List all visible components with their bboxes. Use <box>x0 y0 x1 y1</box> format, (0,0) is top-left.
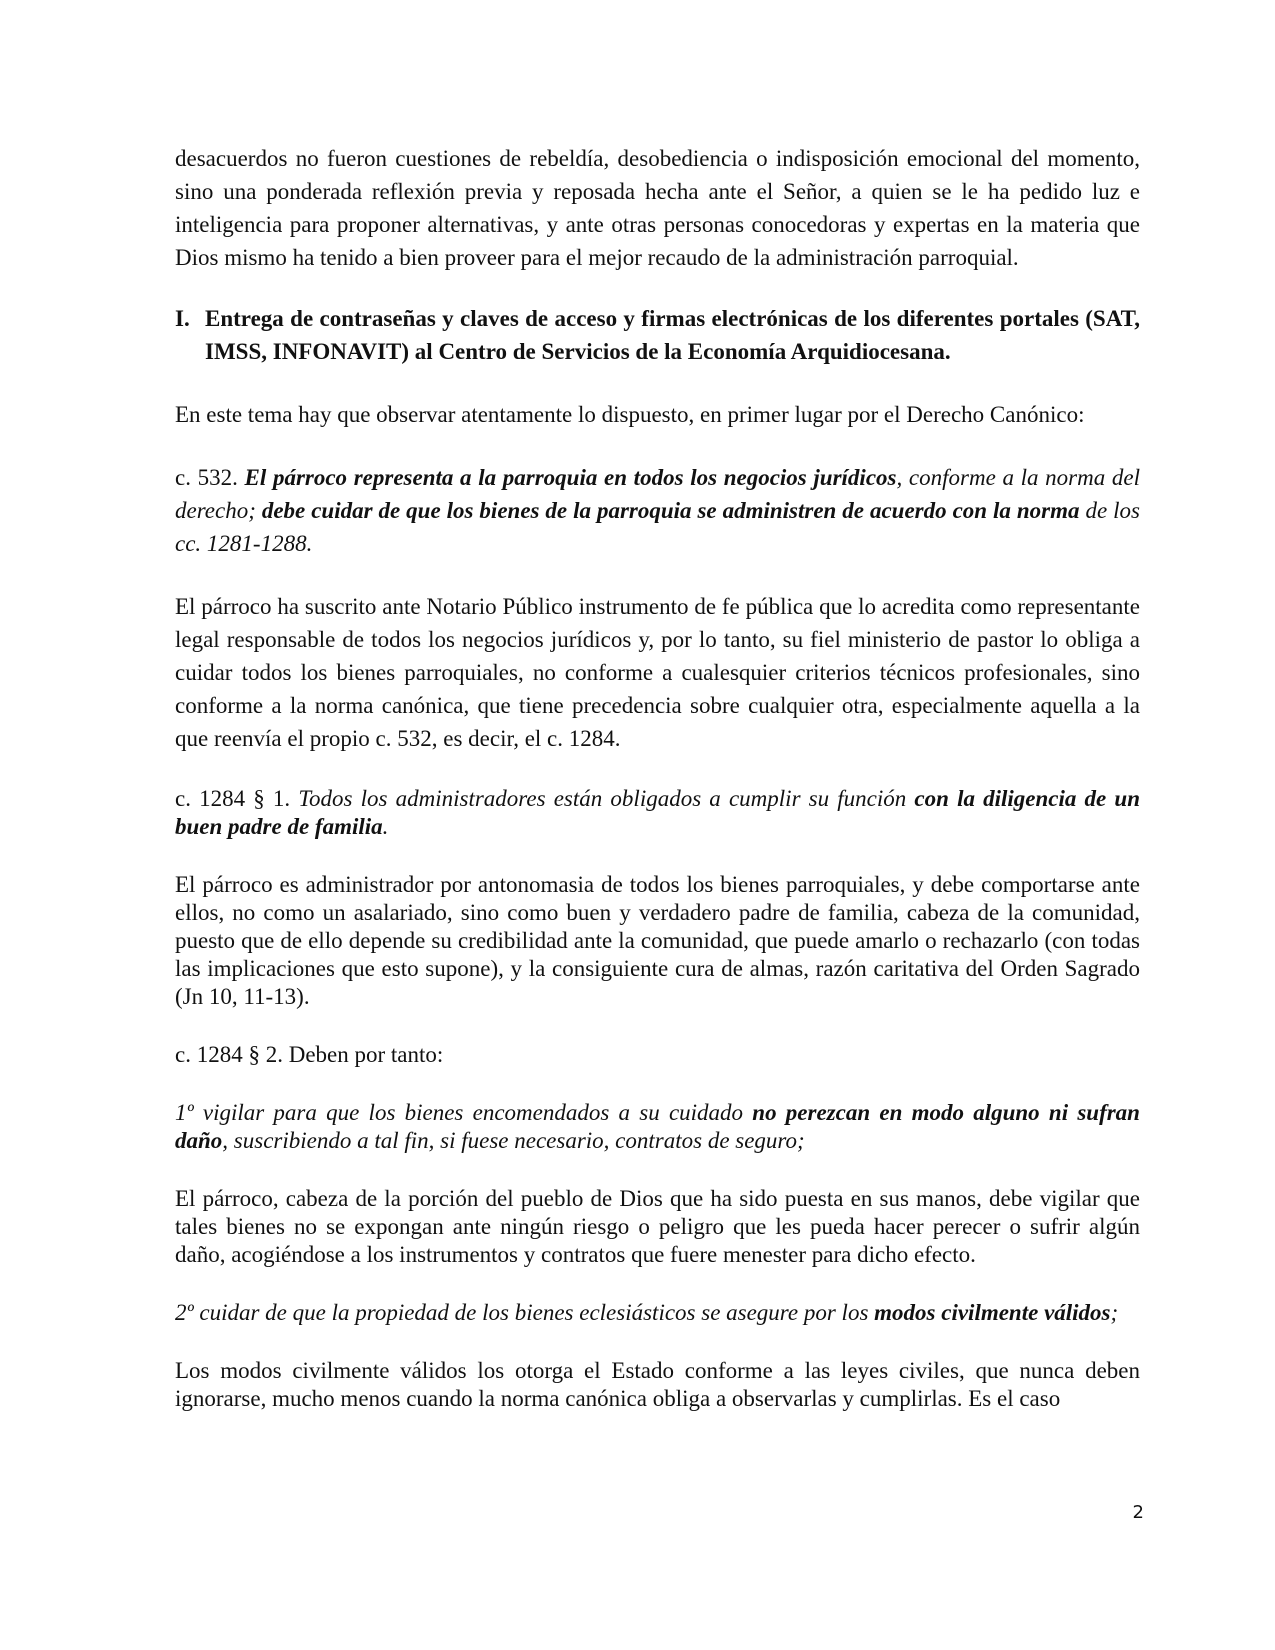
canon-532-italic-1: , conforme a la norma del derecho; <box>175 465 1140 523</box>
item-1-italic-2: , suscribiendo a tal fin, si fuese necesario, contratos de seguro; <box>222 1128 805 1153</box>
canon-1284-2: c. 1284 § 2. Deben por tanto: <box>175 1042 444 1067</box>
canon-1284-1-bold: con la diligencia de un buen padre de familia <box>175 786 1140 839</box>
document-body <box>175 142 1140 1413</box>
canon-532-bold-1: El párroco representa a la parroquia en todos los negocios jurídicos <box>244 465 897 490</box>
section-intro: En este tema hay que observar atentamente lo dispuesto, en primer lugar por el Derecho Canónico: <box>175 402 1085 427</box>
item-2-italic-1: 2º cuidar de que la propiedad de los bienes eclesiásticos se asegure por los <box>175 1300 875 1325</box>
item-1 <box>175 1099 1140 1155</box>
canon-532-ref: c. 532. <box>175 465 245 490</box>
intro-paragraph: desacuerdos no fueron cuestiones de rebeldía, desobediencia o indisposición emocional del momento, sino una ponderada reflexión previa y reposada hecha ante el Señor, a quien se le ha pedido luz e inteligencia para proponer alternativas, y ante otras personas conocedoras y expertas en la materia que Dios mismo ha tenido a bien proveer para el mejor recaudo de la administración parroquial. <box>175 146 1140 270</box>
canon-532-italic-2: de los cc. 1281-1288. <box>175 498 1140 556</box>
commentary-item-2: Los modos civilmente válidos los otorga el Estado conforme a las leyes civiles, que nunca deben ignorarse, mucho menos cuando la norma canónica obliga a observarlas y cumplirlas. Es el caso <box>175 1358 1140 1411</box>
commentary-1284-1: El párroco es administrador por antonomasia de todos los bienes parroquiales, y debe comportarse ante ellos, no como un asalariado, sino como buen y verdadero padre de familia, cabeza de la comunidad, puesto que de ello depende su credibilidad ante la comunidad, que puede amarlo o rechazarlo (con todas las implicaciones que esto supone), y la consiguiente cura de almas, razón caritativa del Orden Sagrado (Jn 10, 11-13). <box>175 872 1140 1009</box>
item-2-italic-2: ; <box>1110 1300 1119 1325</box>
item-1-bold: no perezcan en modo alguno ni sufran daño <box>175 1100 1140 1153</box>
canon-532 <box>175 461 1140 560</box>
canon-1284-1 <box>175 785 1140 841</box>
item-2 <box>175 1299 1140 1327</box>
canon-1284-1-ref: c. 1284 § 1. <box>175 786 299 811</box>
item-1-italic-1: 1º vigilar para que los bienes encomendados a su cuidado <box>175 1100 753 1125</box>
canon-1284-1-italic: Todos los administradores están obligados a cumplir su función <box>298 786 915 811</box>
section-heading-text: Entrega de contraseñas y claves de acceso y firmas electrónicas de los diferentes portales (SAT, IMSS, INFONAVIT) al Centro de Servicios de la Economía Arquidiocesana. <box>205 306 1140 364</box>
item-2-bold: modos civilmente válidos <box>874 1300 1111 1325</box>
section-number: I. <box>175 306 190 331</box>
commentary-item-1: El párroco, cabeza de la porción del pueblo de Dios que ha sido puesta en sus manos, debe vigilar que tales bienes no se expongan ante ningún riesgo o peligro que les pueda hacer perecer o sufrir algún daño, acogiéndose a los instrumentos y contratos que fuere menester para dicho efecto. <box>175 1186 1140 1267</box>
commentary-532: El párroco ha suscrito ante Notario Público instrumento de fe pública que lo acredita como representante legal responsable de todos los negocios jurídicos y, por lo tanto, su fiel ministerio de pastor lo obliga a cuidar todos los bienes parroquiales, no conforme a cualesquier criterios técnicos profesionales, sino conforme a la norma canónica, que tiene precedencia sobre cualquier otra, especialmente aquella a la que reenvía el propio c. 532, es decir, el c. 1284. <box>175 594 1140 751</box>
page-number: 2 <box>1132 1502 1144 1523</box>
canon-532-bold-2: debe cuidar de que los bienes de la parroquia se administren de acuerdo con la norma <box>261 498 1080 523</box>
section-heading <box>175 302 1140 368</box>
canon-1284-1-end: . <box>382 814 389 839</box>
